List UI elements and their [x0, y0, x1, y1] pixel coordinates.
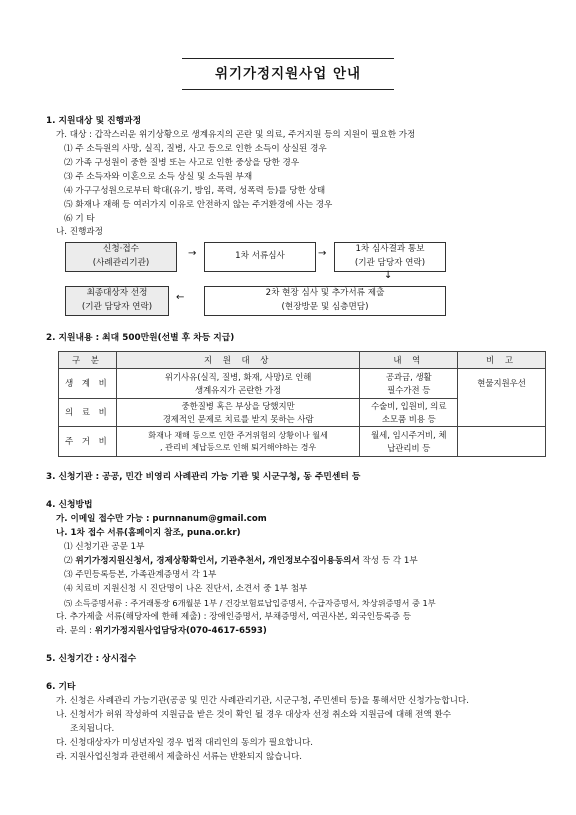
- cell-line: 경제적인 문제로 치료를 받지 못하는 사람: [162, 413, 314, 424]
- cell-line: 화재나 재해 등으로 인한 주거위험의 상황이나 월세: [148, 429, 328, 440]
- flow-box-text: (기관 담당자 연락): [354, 258, 426, 268]
- flow-box-text: (현장방문 및 심층면담): [281, 302, 369, 312]
- table-header: 내 역: [360, 352, 458, 369]
- document-item: [64, 556, 418, 567]
- item-text: ⑷ 치료비 지원신청 시 진단명이 나온 진단서, 소견서 중 1부 첨부: [64, 584, 308, 594]
- flow-box-application: [65, 242, 177, 272]
- table-cell-category: 생 계 비: [59, 369, 117, 399]
- arrow-left-icon: ←: [176, 292, 185, 303]
- note-line: 조치됩니다.: [70, 724, 115, 734]
- cell-line: 필수가전 등: [387, 384, 431, 395]
- section6-heading: 6. 기타: [46, 682, 76, 692]
- item-bold-text: 위기가정지원신청서, 경제상황확인서, 기관추천서, 개인정보수집이용동의서: [75, 556, 360, 566]
- item-text: ⑸ 소득증명서류 : 주거래통장 6개월분 1부 / 건강보험료납입증명서, 수급자증명서, 차상위증명서 중 1부: [64, 598, 436, 608]
- document-item: [64, 542, 144, 553]
- table-cell-category: 주 거 비: [59, 427, 117, 457]
- section1-target: 가. 대상 : 갑작스러운 위기상황으로 생계유지의 곤란 및 의료, 주거지원 등의 지원이 필요한 가정: [56, 130, 416, 140]
- arrow-right-icon: →: [188, 248, 197, 259]
- section1-item: ⑶ 주 소득자와 이혼으로 소득 상실 및 소득원 부재: [64, 172, 253, 182]
- flow-box-text: 2차 현장 심사 및 추가서류 제출: [265, 288, 385, 299]
- item-text: ⑴ 신청기관 공문 1부: [64, 542, 145, 552]
- flow-box-text: 최종대상자 선정: [86, 288, 148, 299]
- section1-item: ⑵ 가족 구성원이 중한 질병 또는 사고로 인한 중상을 당한 경우: [64, 158, 300, 168]
- flow-box-first-result: [334, 242, 446, 272]
- flow-box-final-selection: [65, 286, 169, 316]
- item-text: ⑶ 주민등록등본, 가족관계증명서 각 1부: [64, 570, 217, 580]
- table-cell-note-empty: [458, 427, 546, 457]
- contact-line: [56, 626, 267, 637]
- document-item: [64, 570, 216, 581]
- process-heading: 나. 진행과정: [56, 227, 103, 237]
- table-cell-target: [116, 399, 359, 427]
- table-cell-detail: [360, 369, 458, 399]
- section4-heading: 4. 신청방법: [46, 500, 93, 510]
- table-cell-detail: [360, 427, 458, 457]
- table-header: 비 고: [458, 352, 546, 369]
- cell-line: , 관리비 체납등으로 인해 퇴거해야하는 경우: [160, 441, 317, 452]
- section1-item: ⑸ 화재나 재해 등 여러가지 이유로 안전하지 않는 주거환경에 사는 경우: [64, 200, 333, 210]
- note-line: 나. 신청서가 허위 작성하여 지원금을 받은 것이 확인 될 경우 대상자 선정 취소와 지원금에 대해 전액 환수: [56, 710, 452, 720]
- flow-box-text: 1차 서류심사: [235, 251, 285, 262]
- documents-heading: 나. 1차 접수 서류(홈페이지 참조, puna.or.kr): [56, 528, 241, 538]
- table-cell-target: [116, 369, 359, 399]
- note-line: 라. 지원사업신청과 관련해서 제출하신 서류는 반환되지 않습니다.: [56, 752, 302, 762]
- table-row: [59, 369, 546, 399]
- note-line: 다. 신청대상자가 미성년자일 경우 법적 대리인의 동의가 필요합니다.: [56, 738, 314, 748]
- flow-box-text: (사례관리기관): [92, 258, 150, 268]
- note-line: 가. 신청은 사례관리 가능기관(공공 및 민간 사례관리기관, 시군구청, 주민센터 등)을 통해서만 신청가능합니다.: [56, 696, 469, 706]
- section1-item: ⑷ 가구구성원으로부터 학대(유기, 방임, 폭력, 성폭력 등)를 당한 상태: [64, 186, 326, 196]
- support-table: [58, 351, 546, 457]
- cell-line: 월세, 임시주거비, 체: [371, 430, 447, 441]
- table-header-row: [59, 352, 546, 369]
- item-text: 작성 등 각 1부: [359, 556, 418, 566]
- flow-box-text: 1차 심사결과 통보: [355, 244, 425, 255]
- section1-heading: 1. 지원대상 및 진행과정: [46, 116, 142, 126]
- cell-line: 중한질병 혹은 부상을 당했지만: [181, 401, 295, 412]
- section1-item: ⑹ 기 타: [64, 214, 95, 224]
- document-item: [64, 584, 307, 595]
- cell-line: 납관리비 등: [387, 442, 431, 453]
- table-header: 구 분: [59, 352, 117, 369]
- cell-line: 위기사유(실직, 질병, 화재, 사망)로 인해: [164, 372, 312, 383]
- contact-value: 위기가정지원사업담당자(070-4617-6593): [94, 626, 267, 636]
- flow-box-text: 신청·접수: [103, 244, 139, 255]
- table-cell-note: 현물지원우선: [458, 369, 546, 427]
- table-cell-target: [116, 427, 359, 457]
- flow-box-site-review: [204, 286, 446, 316]
- item-text: ⑵: [64, 556, 76, 566]
- section3-heading: 3. 신청기관 : 공공, 민간 비영리 사례관리 가능 기관 및 시군구청, 동 주민센터 등: [46, 472, 361, 482]
- table-header: 지 원 대 상: [116, 352, 359, 369]
- table-cell-detail: [360, 399, 458, 427]
- flow-box-text: (기관 담당자 연락): [81, 302, 153, 312]
- email-line: 가. 이메일 접수만 가능 : purnnanum@gmail.com: [56, 514, 267, 524]
- table-cell-category: 의 료 비: [59, 399, 117, 427]
- page-title: [182, 58, 394, 90]
- cell-line: 수술비, 입원비, 의료: [371, 401, 447, 412]
- flow-box-document-review: [204, 242, 316, 272]
- additional-documents: 다. 추가제출 서류(해당자에 한해 제출) : 장애인증명서, 부채증명서, 여권사본, 외국인등록증 등: [56, 612, 412, 622]
- cell-line: 공과금, 생활: [385, 372, 432, 383]
- contact-label: 라. 문의 :: [56, 626, 95, 636]
- section1-item: ⑴ 주 소득원의 사망, 실직, 질병, 사고 등으로 인한 소득이 상실된 경우: [64, 144, 327, 154]
- page-title-text: 위기가정지원사업 안내: [214, 65, 362, 82]
- cell-line: 소모품 비용 등: [381, 413, 436, 424]
- table-row: [59, 427, 546, 457]
- arrow-down-icon: ↓: [384, 270, 393, 281]
- cell-line: 생계유지가 곤란한 가정: [195, 384, 282, 395]
- section5-heading: 5. 신청기간 : 상시접수: [46, 654, 137, 664]
- arrow-right-icon: →: [318, 248, 327, 259]
- section2-heading: 2. 지원내용 : 최대 500만원(선별 후 차등 지급): [46, 333, 235, 343]
- document-item: [64, 598, 436, 608]
